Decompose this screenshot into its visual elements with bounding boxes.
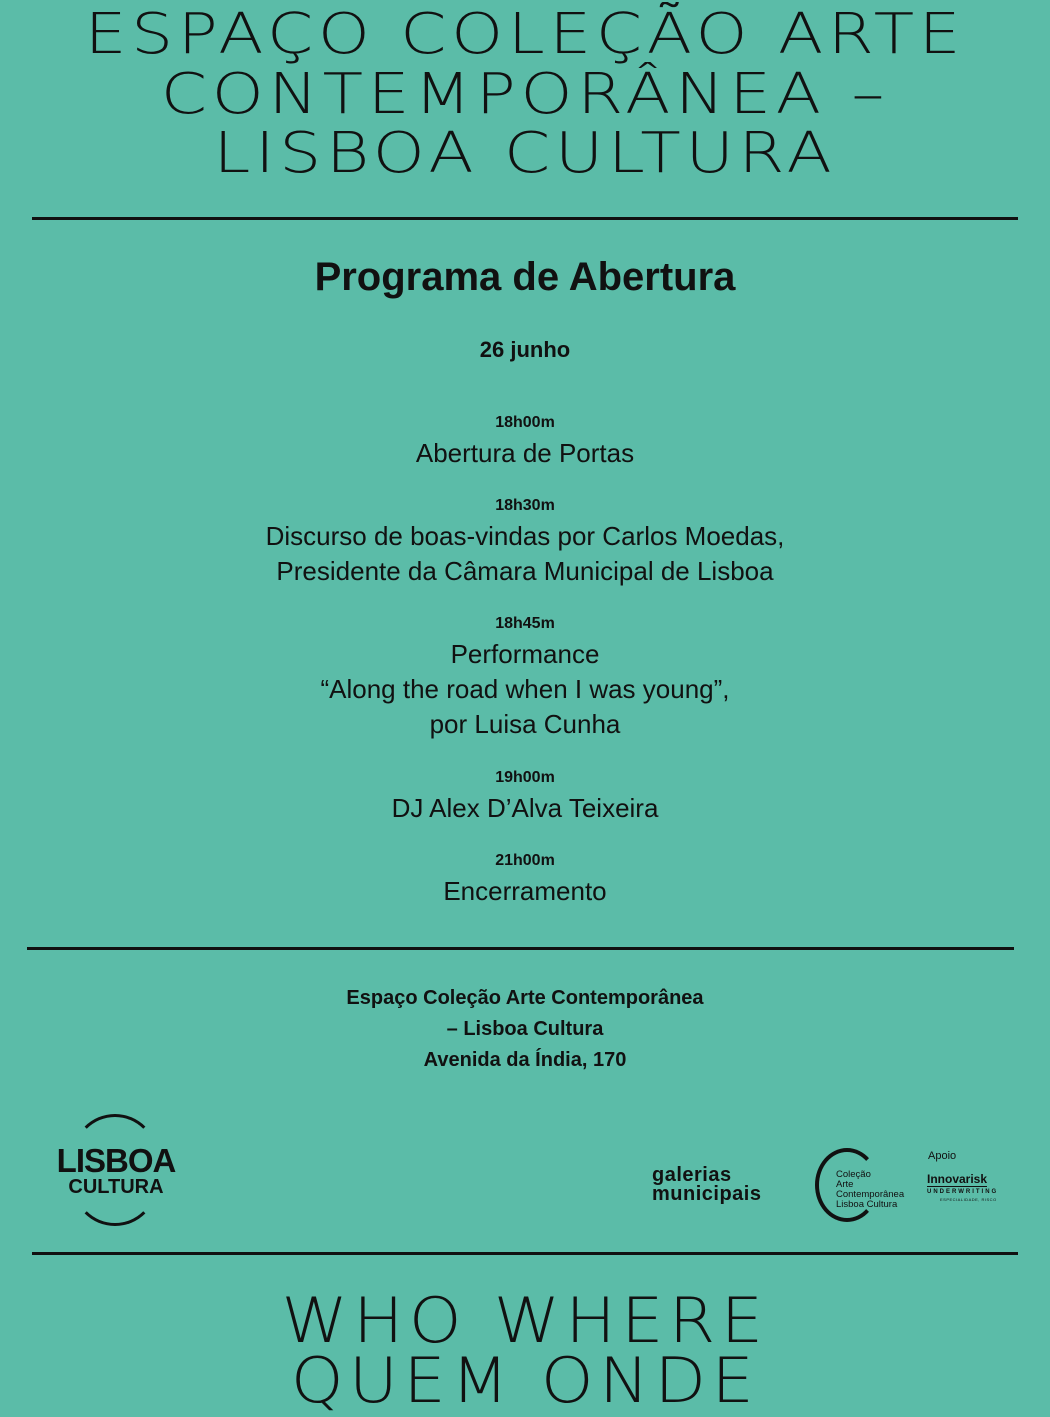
address-line: – Lisboa Cultura	[446, 1018, 604, 1040]
item-description: Discurso de boas-vindas por Carlos Moedas,	[265, 521, 785, 551]
divider-top	[32, 217, 1018, 220]
program-item	[0, 607, 1050, 742]
colecao-logo	[815, 1148, 905, 1218]
venue-address	[0, 983, 1050, 1076]
program-date: 26 junho	[479, 337, 571, 362]
program-item	[0, 406, 1050, 471]
colecao-line: Contemporânea	[836, 1189, 905, 1200]
item-description: Encerramento	[443, 876, 607, 906]
innovarisk-tagline: UNDERWRITING	[927, 1189, 999, 1195]
item-description: “Along the road when I was young”,	[320, 674, 730, 704]
header-title-line-3: LISBOA CULTURA	[213, 121, 837, 186]
colecao-line: Lisboa Cultura	[836, 1199, 898, 1210]
colecao-line: Coleção	[836, 1169, 871, 1180]
item-description: por Luisa Cunha	[429, 709, 621, 739]
program-item	[0, 489, 1050, 589]
address-line: Espaço Coleção Arte Contemporânea	[346, 987, 704, 1009]
apoio-label: Apoio	[928, 1150, 957, 1162]
colecao-logo-text	[836, 1170, 904, 1210]
item-time: 21h00m	[495, 852, 555, 869]
item-time: 18h00m	[495, 414, 555, 431]
colecao-line: Arte	[836, 1179, 854, 1190]
header-title-line-1: ESPAÇO COLEÇÃO ARTE	[84, 2, 966, 67]
logo-text-lisboa: LISBOA	[56, 1142, 176, 1179]
item-description: DJ Alex D’Alva Teixeira	[391, 793, 659, 823]
innovarisk-logo: Innovarisk	[927, 1172, 988, 1186]
item-description: Abertura de Portas	[415, 438, 635, 468]
item-time: 18h30m	[495, 497, 555, 514]
divider-middle	[27, 947, 1014, 950]
footer-quem-onde: QUEM ONDE	[290, 1344, 760, 1417]
logo-text-galerias: galerias	[652, 1164, 732, 1186]
divider-bottom	[32, 1252, 1018, 1255]
program-item	[0, 844, 1050, 909]
lisboa-cultura-logo	[50, 1114, 182, 1222]
program-title: Programa de Abertura	[314, 255, 736, 299]
logo-text-cultura: CULTURA	[68, 1176, 164, 1198]
footer-who-where: WHO WHERE	[281, 1284, 769, 1357]
item-description: Presidente da Câmara Municipal de Lisboa	[276, 556, 774, 586]
address-line: Avenida da Índia, 170	[423, 1049, 627, 1071]
item-time: 18h45m	[495, 615, 555, 632]
header-title-line-2: CONTEMPORÂNEA –	[160, 62, 890, 127]
logo-text-municipais: municipais	[652, 1183, 762, 1205]
innovarisk-small-text: ESPECIALIDADE, RISCO	[940, 1197, 997, 1202]
galerias-municipais-logo	[652, 1166, 761, 1204]
item-time: 19h00m	[495, 769, 555, 786]
program-item	[0, 761, 1050, 826]
item-description: Performance	[450, 639, 600, 669]
